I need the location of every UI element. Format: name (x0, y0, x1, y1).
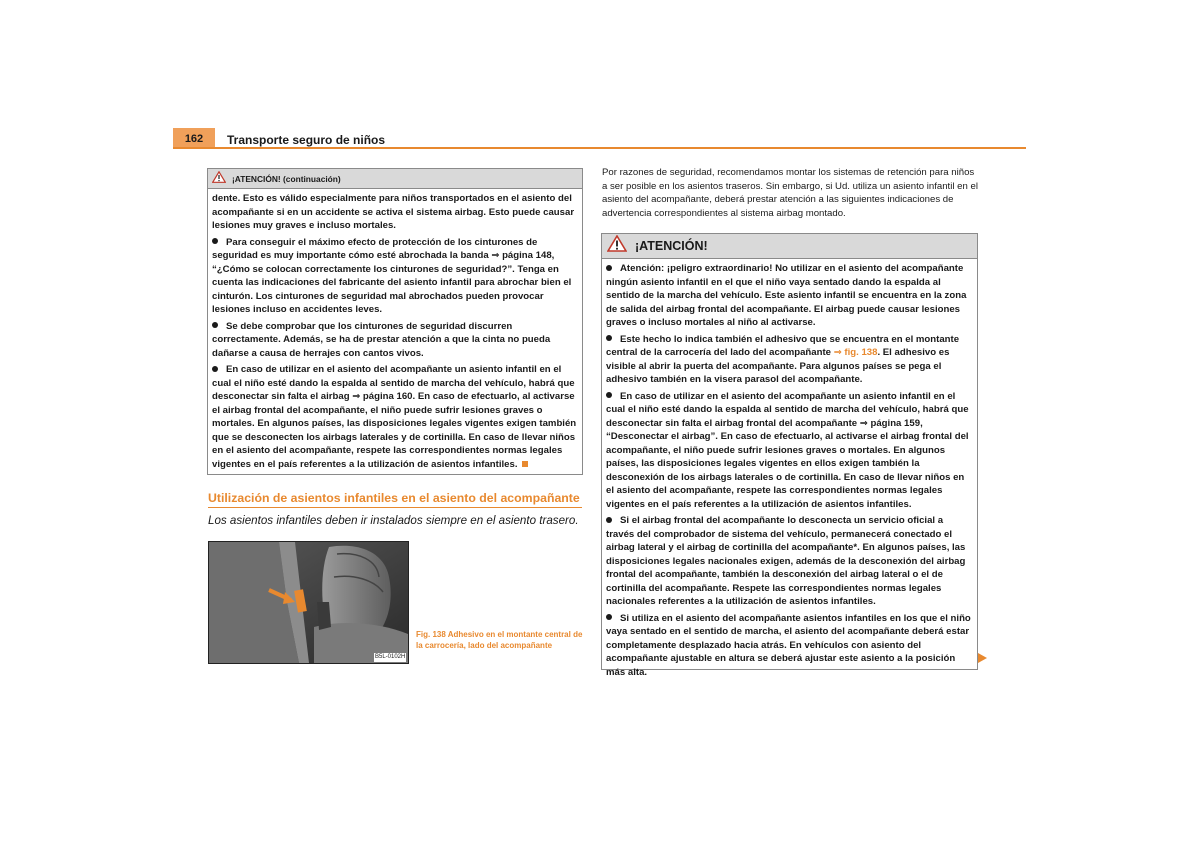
bullet-icon (212, 366, 218, 372)
warning-triangle-icon (607, 235, 627, 257)
section-intro: Los asientos infantiles deben ir instalados siempre en el asiento trasero. (208, 514, 579, 527)
bullet-icon (606, 335, 612, 341)
bullet-icon (606, 392, 612, 398)
car-door-pillar-illustration (209, 542, 408, 663)
figure-caption: Fig. 138 Adhesivo en el montante central de la carrocería, lado del acompañante (416, 630, 583, 650)
bullet-icon (606, 265, 612, 271)
warning-box-continuation (207, 168, 583, 475)
header-divider (173, 147, 1026, 149)
page-title: Transporte seguro de niños (227, 133, 386, 147)
warning-paragraph: Si el airbag frontal del acompañante lo desconecta un servicio oficial a través del comprobador de sistema del vehículo, permanecerá conectado el airbag lateral y el airbag de cortinilla del acompañante*. En algunos países, las disposiciones legales nacionales exigen, además de la desconexión del airbag frontal del acompañante, también la desconexión del airbag lateral o el de cortinilla del acompañante. Respete las correspondientes normas legales nacionales referentes a la utilización de asientos infantiles. (606, 515, 966, 607)
warning-box-header (208, 169, 582, 189)
bullet-icon (212, 322, 218, 328)
warning-box-header (602, 234, 977, 259)
warning-paragraph: Atención: ¡peligro extraordinario! No utilizar en el asiento del acompañante ningún asiento infantil en el que el niño vaya sentado dando la espalda al sentido de la marcha del vehículo. Este asiento infantil se encuentra en la zona de salida del airbag frontal del acompañante. El airbag puede causar lesiones graves o incluso mortales al niño al activarse. (606, 263, 967, 328)
warning-box (601, 233, 978, 678)
end-of-section-icon (522, 461, 528, 467)
warning-paragraph: Si utiliza en el asiento del acompañante asientos infantiles en los que el niño vaya sentado en el sentido de marcha, el asiento del acompañante deberá estar completamente desplazado hacia atrás. En vehículos con asiento del acompañante ajustable en altura se deberá ajustar este asiento a la posición más alta. (606, 612, 971, 678)
warning-paragraph: dente. Esto es válido especialmente para niños transportados en el asiento del acompañante si en un accidente se activa el sistema airbag. Esto puede causar lesiones muy graves e incluso mortales. (212, 193, 575, 231)
figure-image (208, 541, 409, 664)
warning-paragraph: Para conseguir el máximo efecto de protección de los cinturones de seguridad es muy importante cómo esté abrochada la banda ⇒ página 148, “¿Cómo se colocan correctamente los cinturones de seguridad?”. Tenga en cuenta las indicaciones del fabricante del asiento infantil para abrochar bien el cinturón. Los cinturones de seguridad mal abrochados pueden provocar lesiones incluso en accidentes leves. (212, 236, 572, 315)
warning-paragraph: En caso de utilizar en el asiento del acompañante un asiento infantil en el cual el niño esté dando la espalda al sentido de marcha del vehículo, habrá que desconectar sin falta el airbag ⇒ página 160. En caso de efectuarlo, al activarse el airbag frontal del acompañante, el niño puede sufrir lesiones graves o mortales. En algunos países, las disposiciones legales vigentes exigen también que se desconecten los airbags laterales y de cortinilla. En caso de llevar niños en el asiento del acompañante, respete las correspondientes normas legales vigentes en el país referentes a la utilización de asientos infantiles. (212, 364, 577, 470)
section-divider (208, 507, 582, 508)
warning-triangle-icon (212, 170, 226, 188)
warning-box-body (602, 259, 977, 679)
figure-code: B5L-0102H (375, 654, 406, 660)
continue-arrow-icon (978, 653, 987, 663)
warning-box-heading: ¡ATENCIÓN! (635, 239, 708, 253)
warning-paragraph: En caso de utilizar en el asiento del acompañante un asiento infantil en el cual el niño esté dando la espalda al sentido de marcha del vehículo, habrá que desconectar sin falta el airbag frontal del acompañante ⇒ página 159, “Desconectar el airbag”. En caso de efectuarlo, al activarse el airbag frontal del acompañante, el niño puede sufrir lesiones graves o mortales. En algunos países, las disposiciones legales vigentes en ellos exigen también la desconexión de los airbags laterales o de cortinilla. En caso de llevar niños en el asiento del acompañante, respete las correspondientes normas legales vigentes en el país referentes a la utilización de asientos infantiles. (606, 390, 969, 510)
warning-paragraph: Este hecho lo indica también el adhesivo que se encuentra en el montante central de la carrocería del lado del acompañante ⇒ fig. 138. El adhesivo es visible al abrir la puerta del acompañante. Para algunos países se pega el adhesivo también en la visera parasol del acompañante. (606, 333, 960, 385)
bullet-icon (606, 614, 612, 620)
section-heading: Utilización de asientos infantiles en el asiento del acompañante (208, 491, 580, 505)
warning-box-heading: ¡ATENCIÓN! (continuación) (232, 173, 341, 184)
bullet-icon (606, 517, 612, 523)
warning-paragraph: Se debe comprobar que los cinturones de seguridad discurren correctamente. Además, se ha de prestar atención a que la cinta no pueda dañarse a causa de herrajes con cantos vivos. (212, 320, 551, 359)
figure-link[interactable]: ⇒ fig. 138 (833, 347, 878, 358)
right-intro-text: Por razones de seguridad, recomendamos montar los sistemas de retención para niños a ser posible en los asientos traseros. Sin embargo, si Ud. utiliza un asiento infantil en el asiento del acompañante, deberá prestar atención a las siguientes indicaciones de advertencia correspondientes al sistema airbag montado. (602, 167, 978, 219)
warning-box-body (208, 189, 582, 471)
page-number: 162 (173, 128, 215, 148)
bullet-icon (212, 238, 218, 244)
